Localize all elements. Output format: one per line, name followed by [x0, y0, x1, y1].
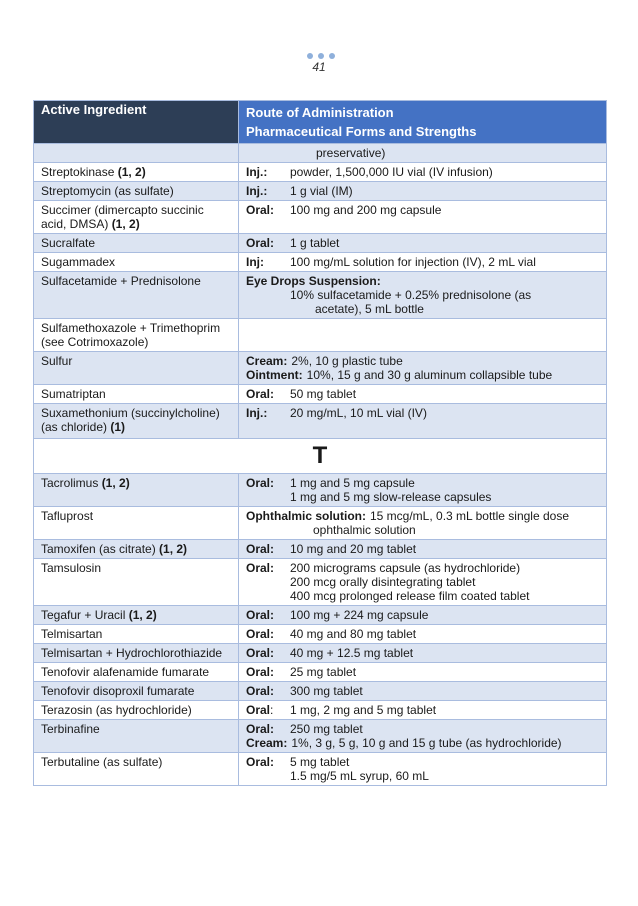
- table-row: [34, 474, 607, 507]
- ingredient-name: Tafluprost: [41, 509, 94, 523]
- ingredient-name: Suxamethonium (succinylcholine) (as chloride): [41, 406, 220, 434]
- route-text: 400 mcg prolonged release film coated tablet: [290, 589, 530, 603]
- route-text: 10% sulfacetamide + 0.25% prednisolone (as: [290, 288, 532, 302]
- ingredient-cell: [34, 625, 239, 644]
- route-text: ophthalmic solution: [313, 523, 416, 537]
- route-tag: Cream:: [246, 736, 288, 750]
- ingredient-name: Terbinafine: [41, 722, 100, 736]
- ingredient-cell: [34, 682, 239, 701]
- section-letter-row: [34, 439, 607, 474]
- ingredient-name: Sulfamethoxazole + Trimethoprim (see Cotrimoxazole): [41, 321, 221, 349]
- route-tag: Oral:: [246, 722, 275, 736]
- route-tag: Oral:: [246, 755, 275, 769]
- route-tag: Inj:: [246, 255, 264, 269]
- route-cell: [239, 507, 607, 540]
- header-route-line2: Pharmaceutical Forms and Strengths: [246, 124, 477, 139]
- ornament-dot: [329, 53, 335, 59]
- route-text: 200 mcg orally disintegrating tablet: [290, 575, 476, 589]
- ingredient-cell: [34, 385, 239, 404]
- route-tag: Oral:: [246, 646, 275, 660]
- route-text: 15 mcg/mL, 0.3 mL bottle single dose: [370, 509, 569, 523]
- ingredient-note: (1): [110, 420, 126, 434]
- ingredient-note: (1, 2): [159, 542, 188, 556]
- route-text: 20 mg/mL, 10 mL vial (IV): [290, 406, 427, 420]
- route-cell: [239, 144, 607, 163]
- route-tag-word: Oral: [246, 703, 271, 717]
- ingredient-name: Tenofovir disoproxil fumarate: [41, 684, 195, 698]
- table-row: [34, 507, 607, 540]
- route-cell: [239, 272, 607, 319]
- route-cell: [239, 163, 607, 182]
- ornament-dot: [318, 53, 324, 59]
- page-ornament: [307, 53, 335, 59]
- route-cell: [239, 625, 607, 644]
- route-tag: Oral:: [246, 627, 275, 641]
- route-cell: [239, 474, 607, 507]
- header-route-line1: Route of Administration: [246, 105, 394, 120]
- route-cell: [239, 352, 607, 385]
- route-text: 5 mg tablet: [290, 755, 350, 769]
- ingredient-note: (1, 2): [117, 165, 146, 179]
- ingredient-name: Telmisartan: [41, 627, 103, 641]
- route-cell: [239, 540, 607, 559]
- ingredient-name: Terazosin (as hydrochloride): [41, 703, 192, 717]
- route-tag: Inj.:: [246, 165, 268, 179]
- route-cell: [239, 182, 607, 201]
- route-cell: [239, 682, 607, 701]
- route-text: 100 mg/mL solution for injection (IV), 2 mL vial: [290, 255, 536, 269]
- table-row: [34, 540, 607, 559]
- route-text: 1%, 3 g, 5 g, 10 g and 15 g tube (as hydrochloride): [291, 736, 562, 750]
- route-text: 40 mg and 80 mg tablet: [290, 627, 417, 641]
- ingredient-cell: [34, 201, 239, 234]
- ingredient-name: Tacrolimus: [41, 476, 102, 490]
- route-tag: Eye Drops Suspension:: [246, 274, 381, 288]
- ingredient-cell: [34, 182, 239, 201]
- route-cell: [239, 606, 607, 625]
- route-cell: [239, 753, 607, 786]
- route-text: 1.5 mg/5 mL syrup, 60 mL: [290, 769, 429, 783]
- ingredient-name: Streptokinase: [41, 165, 118, 179]
- ingredient-name: Sugammadex: [41, 255, 116, 269]
- route-tag: Oral:: [246, 203, 275, 217]
- table-row: [34, 625, 607, 644]
- route-cell: [239, 720, 607, 753]
- ingredient-name: Sumatriptan: [41, 387, 106, 401]
- ingredient-cell: [34, 234, 239, 253]
- route-tag: [246, 703, 290, 717]
- ingredient-name: Succimer (dimercapto succinic acid, DMSA): [41, 203, 204, 231]
- route-cell: [239, 404, 607, 439]
- ingredient-cell: [34, 474, 239, 507]
- route-tag: Ointment:: [246, 368, 303, 382]
- route-text: 300 mg tablet: [290, 684, 363, 698]
- ingredient-cell: [34, 663, 239, 682]
- route-text: 100 mg + 224 mg capsule: [290, 608, 429, 622]
- ingredient-note: (1, 2): [101, 476, 130, 490]
- ingredient-cell: [34, 404, 239, 439]
- table-header: [34, 101, 607, 144]
- route-text: 250 mg tablet: [290, 722, 363, 736]
- ingredient-cell: [34, 163, 239, 182]
- route-cell: [239, 385, 607, 404]
- ornament-dot: [307, 53, 313, 59]
- ingredient-note: (1, 2): [111, 217, 140, 231]
- drug-table: [33, 100, 607, 786]
- table-row: [34, 720, 607, 753]
- route-text: preservative): [316, 146, 386, 160]
- route-tag: Oral:: [246, 542, 275, 556]
- route-text: 1 mg and 5 mg capsule: [290, 476, 415, 490]
- ingredient-cell: [34, 720, 239, 753]
- table-row: [34, 201, 607, 234]
- route-tag: Oral:: [246, 561, 275, 575]
- route-cell: [239, 201, 607, 234]
- route-cell: [239, 319, 607, 352]
- ingredient-cell: [34, 507, 239, 540]
- route-text: 1 g vial (IM): [290, 184, 353, 198]
- route-tag: Oral:: [246, 476, 275, 490]
- table-row: [34, 385, 607, 404]
- ingredient-name: Sulfacetamide + Prednisolone: [41, 274, 201, 288]
- header-active-ingredient: Active Ingredient: [34, 101, 239, 144]
- route-text: 100 mg and 200 mg capsule: [290, 203, 442, 217]
- ingredient-name: Terbutaline (as sulfate): [41, 755, 163, 769]
- route-text: 200 micrograms capsule (as hydrochloride): [290, 561, 521, 575]
- section-letter: T: [34, 439, 607, 474]
- table-row: [34, 272, 607, 319]
- ingredient-cell: [34, 701, 239, 720]
- route-cell: [239, 253, 607, 272]
- ingredient-cell: [34, 272, 239, 319]
- ingredient-name: Telmisartan + Hydrochlorothiazide: [41, 646, 223, 660]
- ingredient-note: (1, 2): [128, 608, 157, 622]
- route-text: acetate), 5 mL bottle: [315, 302, 424, 316]
- ingredient-cell: [34, 606, 239, 625]
- route-tag: Ophthalmic solution:: [246, 509, 366, 523]
- route-tag: Oral:: [246, 608, 275, 622]
- route-cell: [239, 644, 607, 663]
- ingredient-cell: [34, 352, 239, 385]
- route-text: powder, 1,500,000 IU vial (IV infusion): [290, 165, 493, 179]
- route-text: 10 mg and 20 mg tablet: [290, 542, 417, 556]
- header-route: [239, 101, 607, 144]
- route-text: 50 mg tablet: [290, 387, 357, 401]
- table-row: [34, 404, 607, 439]
- ingredient-name: Tamsulosin: [41, 561, 102, 575]
- route-text: 25 mg tablet: [290, 665, 357, 679]
- route-text: 1 mg and 5 mg slow-release capsules: [290, 490, 492, 504]
- table-row: [34, 319, 607, 352]
- route-tag-colon: :: [270, 703, 274, 717]
- route-cell: [239, 559, 607, 606]
- route-tag: Oral:: [246, 236, 275, 250]
- route-tag: Oral:: [246, 684, 275, 698]
- ingredient-name: Tegafur + Uracil: [41, 608, 129, 622]
- ingredient-name: Sulfur: [41, 354, 73, 368]
- ingredient-name: Sucralfate: [41, 236, 96, 250]
- route-tag: Inj.:: [246, 406, 268, 420]
- route-tag: Inj.:: [246, 184, 268, 198]
- route-tag: Oral:: [246, 665, 275, 679]
- ingredient-name: Tamoxifen (as citrate): [41, 542, 160, 556]
- route-tag: Oral:: [246, 387, 275, 401]
- page-number: 41: [312, 60, 326, 74]
- ingredient-cell: [34, 144, 239, 163]
- route-cell: [239, 663, 607, 682]
- table-row: [34, 253, 607, 272]
- table-row: [34, 234, 607, 253]
- ingredient-cell: [34, 253, 239, 272]
- ingredient-cell: [34, 319, 239, 352]
- table-row: [34, 182, 607, 201]
- route-text: 1 mg, 2 mg and 5 mg tablet: [290, 703, 437, 717]
- route-text: 1 g tablet: [290, 236, 340, 250]
- table-row: [34, 701, 607, 720]
- route-text: 10%, 15 g and 30 g aluminum collapsible tube: [306, 368, 553, 382]
- table-row: [34, 559, 607, 606]
- ingredient-name: Tenofovir alafenamide fumarate: [41, 665, 210, 679]
- table-row: [34, 144, 607, 163]
- table-row: [34, 163, 607, 182]
- route-text: 40 mg + 12.5 mg tablet: [290, 646, 414, 660]
- ingredient-cell: [34, 540, 239, 559]
- table-row: [34, 352, 607, 385]
- ingredient-cell: [34, 644, 239, 663]
- ingredient-name: Streptomycin (as sulfate): [41, 184, 174, 198]
- route-cell: [239, 701, 607, 720]
- table-row: [34, 753, 607, 786]
- route-cell: [239, 234, 607, 253]
- route-text: 2%, 10 g plastic tube: [291, 354, 403, 368]
- table-row: [34, 663, 607, 682]
- table-row: [34, 644, 607, 663]
- table-row: [34, 682, 607, 701]
- ingredient-cell: [34, 753, 239, 786]
- route-tag: Cream:: [246, 354, 288, 368]
- table-row: [34, 606, 607, 625]
- ingredient-cell: [34, 559, 239, 606]
